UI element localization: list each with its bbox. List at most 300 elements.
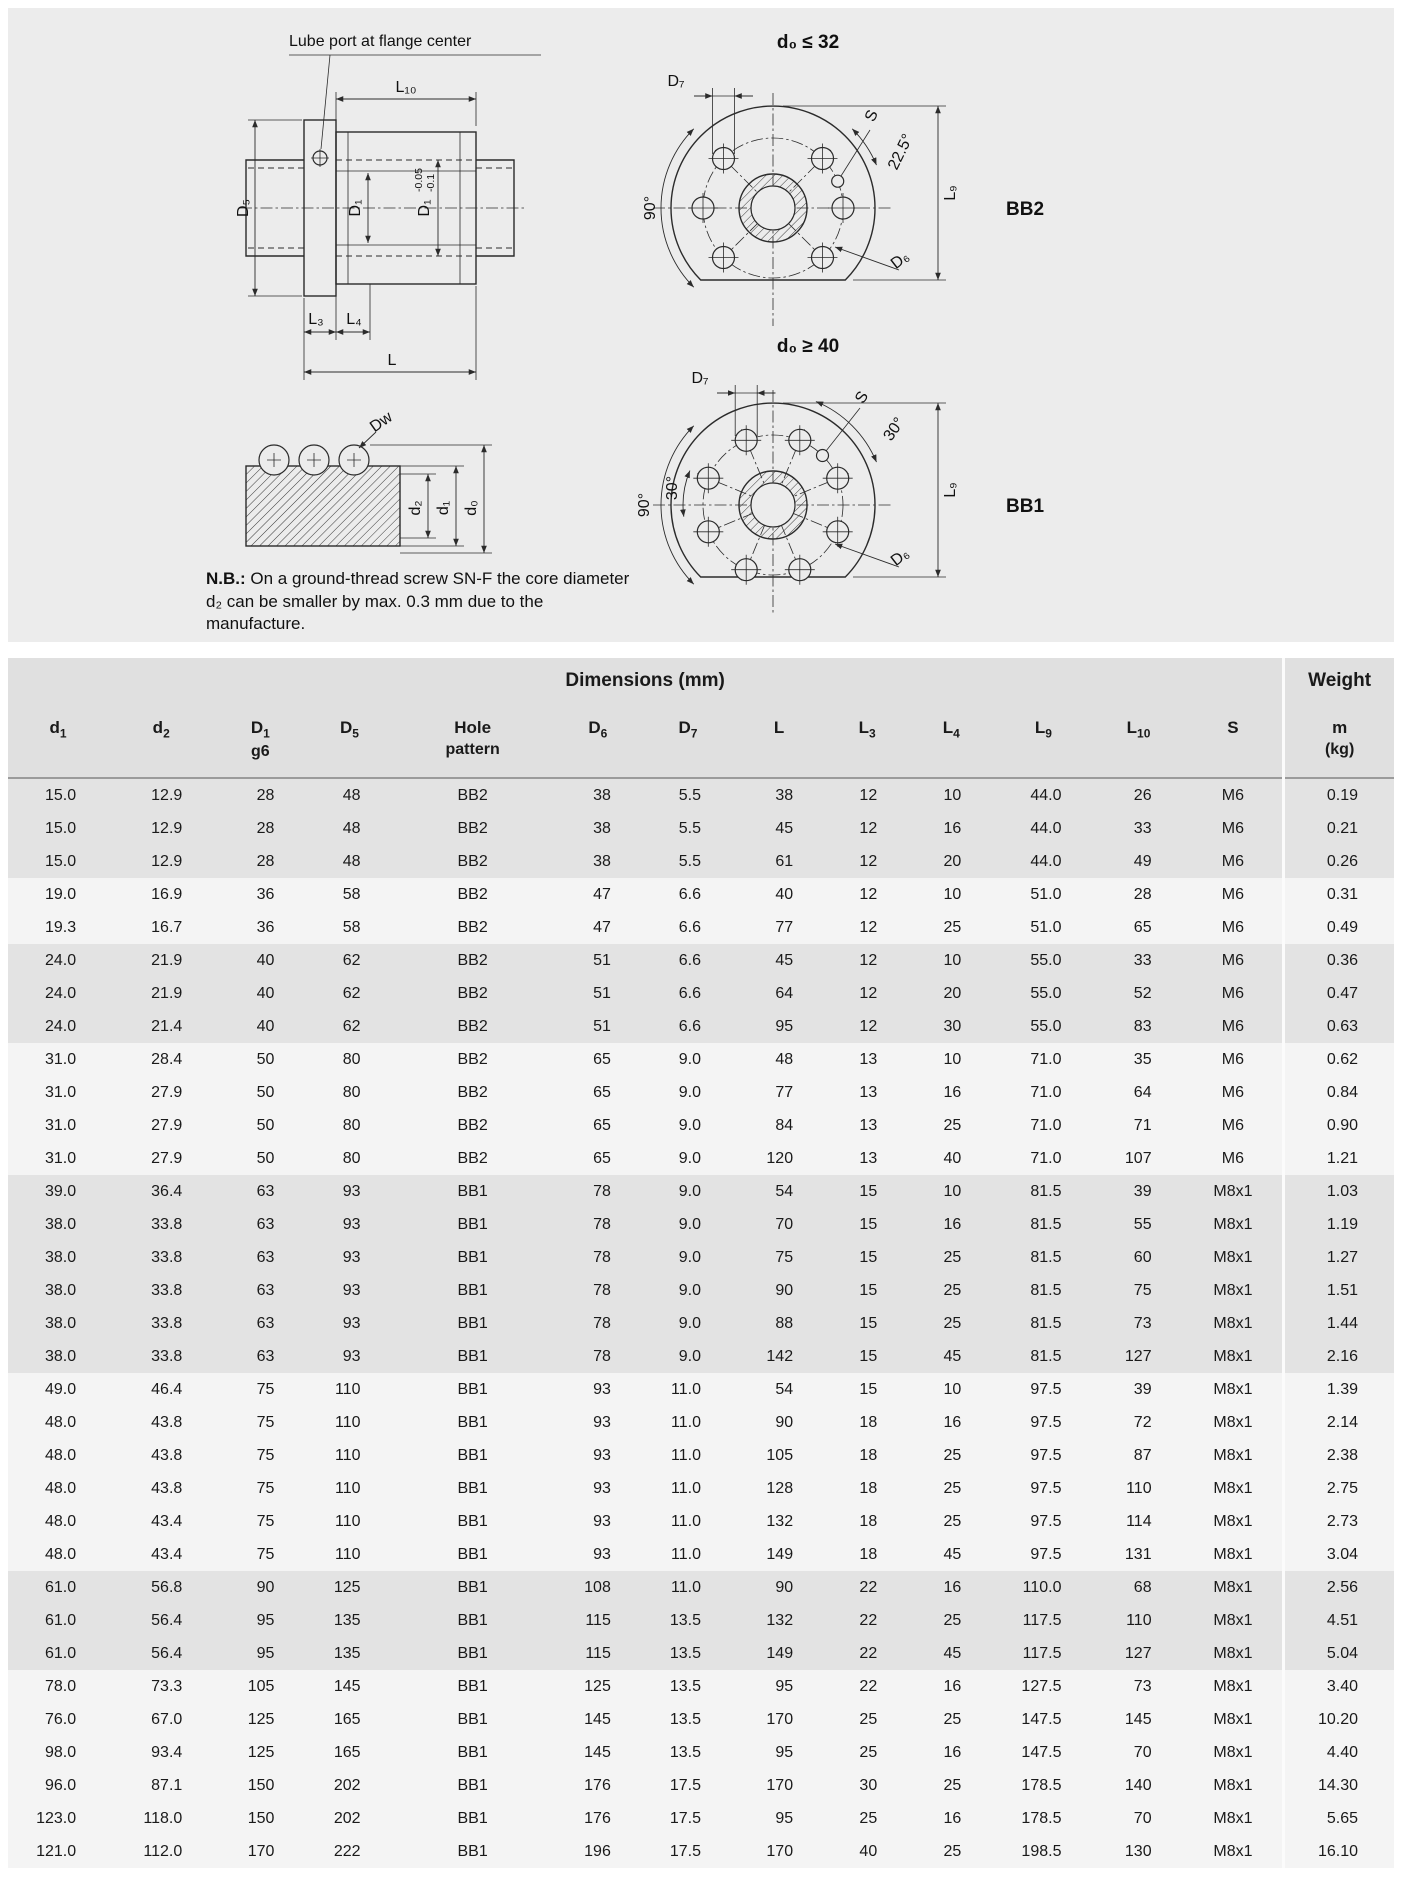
table-cell: BB2	[393, 845, 553, 878]
table-cell: 21.4	[108, 1010, 214, 1043]
table-cell: 147.5	[993, 1736, 1093, 1769]
table-cell: 16.9	[108, 878, 214, 911]
table-cell: BB1	[393, 1637, 553, 1670]
table-cell: 0.47	[1284, 977, 1394, 1010]
table-cell: 64	[733, 977, 825, 1010]
table-cell: 135	[306, 1604, 392, 1637]
table-row	[8, 1010, 1394, 1043]
nb-note	[206, 568, 636, 636]
table-row	[8, 1406, 1394, 1439]
table-cell: 110.0	[993, 1571, 1093, 1604]
table-cell: 50	[214, 1109, 306, 1142]
table-cell: 43.8	[108, 1472, 214, 1505]
table-group-header-row	[8, 658, 1394, 704]
table-cell: 31.0	[8, 1109, 108, 1142]
table-cell: 39	[1093, 1373, 1183, 1406]
table-row	[8, 1439, 1394, 1472]
label-d2-small: d₂	[407, 500, 424, 516]
bolt-hole	[731, 555, 761, 585]
table-cell: BB2	[393, 812, 553, 845]
table-cell: 130	[1093, 1835, 1183, 1868]
bolt-hole	[688, 193, 718, 223]
table-cell: 47	[553, 878, 643, 911]
table-cell: 108	[553, 1571, 643, 1604]
table-cell: 115	[553, 1637, 643, 1670]
table-cell: BB2	[393, 1109, 553, 1142]
table-cell: 63	[214, 1307, 306, 1340]
table-cell: 198.5	[993, 1835, 1093, 1868]
table-cell: 45	[733, 812, 825, 845]
table-cell: 4.51	[1284, 1604, 1394, 1637]
table-cell: 18	[825, 1439, 909, 1472]
table-cell: M8x1	[1184, 1307, 1284, 1340]
table-cell: 15	[825, 1307, 909, 1340]
table-cell: 18	[825, 1406, 909, 1439]
table-cell: 5.5	[643, 845, 733, 878]
table-cell: 25	[909, 1439, 993, 1472]
table-cell: BB1	[393, 1835, 553, 1868]
bolt-hole	[693, 517, 723, 547]
column-header: $D_6$	[553, 704, 643, 778]
table-row	[8, 1604, 1394, 1637]
table-cell: 170	[733, 1835, 825, 1868]
table-cell: 70	[733, 1208, 825, 1241]
table-cell: 95	[733, 1010, 825, 1043]
table-cell: 12	[825, 1010, 909, 1043]
table-cell: 127	[1093, 1637, 1183, 1670]
table-cell: 22	[825, 1670, 909, 1703]
table-cell: 4.40	[1284, 1736, 1394, 1769]
table-cell: 170	[214, 1835, 306, 1868]
table-row	[8, 1241, 1394, 1274]
table-row	[8, 1769, 1394, 1802]
table-cell: BB1	[393, 1538, 553, 1571]
table-cell: BB2	[393, 1142, 553, 1175]
table-cell: 28.4	[108, 1043, 214, 1076]
table-cell: 10	[909, 1175, 993, 1208]
bolt-hole	[828, 193, 858, 223]
table-cell: 21.9	[108, 944, 214, 977]
dw-leader	[359, 432, 376, 448]
table-cell: 149	[733, 1538, 825, 1571]
table-cell: 55.0	[993, 977, 1093, 1010]
table-cell: M6	[1184, 1142, 1284, 1175]
table-cell: 80	[306, 1109, 392, 1142]
table-cell: 97.5	[993, 1439, 1093, 1472]
lube-note-label: Lube port at flange center	[289, 33, 472, 50]
table-cell: 55.0	[993, 944, 1093, 977]
table-cell: 18	[825, 1472, 909, 1505]
column-header: Hole pattern	[393, 704, 553, 778]
column-header: L	[733, 704, 825, 778]
table-cell: BB1	[393, 1406, 553, 1439]
table-cell: 63	[214, 1241, 306, 1274]
table-cell: 27.9	[108, 1109, 214, 1142]
table-cell: 43.4	[108, 1538, 214, 1571]
bolt-hole	[693, 463, 723, 493]
table-cell: 1.21	[1284, 1142, 1394, 1175]
table-cell: 49.0	[8, 1373, 108, 1406]
table-cell: BB2	[393, 878, 553, 911]
table-cell: 78	[553, 1340, 643, 1373]
table-cell: 48.0	[8, 1538, 108, 1571]
table-cell: 45	[909, 1340, 993, 1373]
table-cell: 70	[1093, 1802, 1183, 1835]
table-cell: 16	[909, 1802, 993, 1835]
table-row	[8, 778, 1394, 812]
table-row	[8, 911, 1394, 944]
table-cell: 25	[909, 1109, 993, 1142]
bb1-pattern-label: BB1	[1006, 496, 1045, 517]
table-cell: 145	[306, 1670, 392, 1703]
label-s-bb2: S	[861, 107, 882, 125]
table-cell: M6	[1184, 977, 1284, 1010]
table-cell: 93	[306, 1274, 392, 1307]
table-cell: 10.20	[1284, 1703, 1394, 1736]
table-cell: BB2	[393, 944, 553, 977]
table-cell: M6	[1184, 1109, 1284, 1142]
table-cell: 14.30	[1284, 1769, 1394, 1802]
bb2-pattern-label: BB2	[1006, 199, 1045, 220]
table-cell: 87.1	[108, 1769, 214, 1802]
label-l10: L₁₀	[395, 79, 417, 96]
table-cell: 63	[214, 1340, 306, 1373]
table-cell: 31.0	[8, 1043, 108, 1076]
column-header: $L_9$	[993, 704, 1093, 778]
table-cell: 77	[733, 911, 825, 944]
table-cell: 33.8	[108, 1340, 214, 1373]
table-cell: 75	[733, 1241, 825, 1274]
table-cell: 0.84	[1284, 1076, 1394, 1109]
table-row	[8, 1307, 1394, 1340]
table-cell: 25	[909, 1472, 993, 1505]
technical-drawing-panel	[8, 8, 1394, 642]
label-l9-bb2: L₉	[942, 185, 959, 201]
table-cell: 140	[1093, 1769, 1183, 1802]
table-cell: BB1	[393, 1472, 553, 1505]
table-cell: 95	[214, 1637, 306, 1670]
table-cell: 78	[553, 1208, 643, 1241]
table-row	[8, 1076, 1394, 1109]
table-cell: 125	[214, 1703, 306, 1736]
table-cell: 127.5	[993, 1670, 1093, 1703]
table-cell: 81.5	[993, 1241, 1093, 1274]
table-row	[8, 845, 1394, 878]
table-cell: 17.5	[643, 1769, 733, 1802]
table-cell: 78	[553, 1274, 643, 1307]
flange-view-bb1	[636, 336, 1044, 613]
table-cell: 125	[553, 1670, 643, 1703]
table-cell: 25	[825, 1802, 909, 1835]
table-cell: 75	[1093, 1274, 1183, 1307]
table-cell: 9.0	[643, 1274, 733, 1307]
table-row	[8, 1571, 1394, 1604]
table-cell: 12	[825, 845, 909, 878]
column-header: $D_7$	[643, 704, 733, 778]
table-cell: 12	[825, 878, 909, 911]
lube-port	[311, 149, 329, 167]
table-cell: 132	[733, 1604, 825, 1637]
table-cell: 88	[733, 1307, 825, 1340]
label-d6-bb2: D₆	[887, 248, 913, 273]
table-cell: 0.31	[1284, 878, 1394, 911]
table-cell: 123.0	[8, 1802, 108, 1835]
table-cell: 96.0	[8, 1769, 108, 1802]
table-cell: 40	[214, 1010, 306, 1043]
table-cell: 38	[733, 778, 825, 812]
table-cell: 107	[1093, 1142, 1183, 1175]
table-cell: 5.5	[643, 812, 733, 845]
table-cell: 33.8	[108, 1307, 214, 1340]
table-cell: M6	[1184, 812, 1284, 845]
table-cell: 13.5	[643, 1670, 733, 1703]
table-cell: 33.8	[108, 1241, 214, 1274]
bolt-hole	[709, 243, 739, 273]
table-cell: 13.5	[643, 1736, 733, 1769]
table-cell: 67.0	[108, 1703, 214, 1736]
table-cell: 38.0	[8, 1241, 108, 1274]
table-cell: 31.0	[8, 1076, 108, 1109]
table-cell: 6.6	[643, 878, 733, 911]
table-cell: 48.0	[8, 1406, 108, 1439]
table-cell: 20	[909, 845, 993, 878]
table-row	[8, 812, 1394, 845]
table-cell: 93	[306, 1208, 392, 1241]
table-cell: 90	[733, 1406, 825, 1439]
table-cell: 2.73	[1284, 1505, 1394, 1538]
table-cell: 43.8	[108, 1406, 214, 1439]
table-cell: 132	[733, 1505, 825, 1538]
table-cell: 176	[553, 1802, 643, 1835]
table-cell: 13.5	[643, 1604, 733, 1637]
table-cell: 22	[825, 1571, 909, 1604]
label-d1-tol-lower: -0.1	[425, 173, 437, 192]
table-cell: 78	[553, 1241, 643, 1274]
table-cell: 48.0	[8, 1472, 108, 1505]
table-cell: 75	[214, 1439, 306, 1472]
bolt-hole	[823, 463, 853, 493]
table-cell: 50	[214, 1043, 306, 1076]
table-cell: 3.04	[1284, 1538, 1394, 1571]
table-cell: 93	[553, 1472, 643, 1505]
ball-circle	[339, 445, 369, 475]
label-d5: D₅	[235, 199, 252, 217]
table-cell: 93	[553, 1406, 643, 1439]
table-cell: 13.5	[643, 1703, 733, 1736]
table-cell: 2.75	[1284, 1472, 1394, 1505]
table-cell: 33.8	[108, 1208, 214, 1241]
table-cell: 73	[1093, 1307, 1183, 1340]
table-row	[8, 1340, 1394, 1373]
table-cell: 9.0	[643, 1241, 733, 1274]
table-cell: 83	[1093, 1010, 1183, 1043]
table-cell: 28	[214, 778, 306, 812]
table-cell: M8x1	[1184, 1703, 1284, 1736]
section-view	[235, 33, 541, 380]
label-30-deg-right: 30°	[880, 414, 909, 445]
table-cell: 48.0	[8, 1439, 108, 1472]
column-header: S	[1184, 704, 1284, 778]
table-cell: 70	[1093, 1736, 1183, 1769]
nb-prefix: N.B.:	[206, 569, 246, 588]
table-cell: 12.9	[108, 845, 214, 878]
table-cell: 90	[733, 1571, 825, 1604]
table-cell: 202	[306, 1802, 392, 1835]
table-cell: 13.5	[643, 1637, 733, 1670]
table-cell: 30	[825, 1769, 909, 1802]
table-cell: 12	[825, 778, 909, 812]
table-cell: 13	[825, 1043, 909, 1076]
table-cell: 13	[825, 1109, 909, 1142]
table-cell: BB1	[393, 1505, 553, 1538]
table-cell: 76.0	[8, 1703, 108, 1736]
label-90-deg-bb1: 90°	[636, 492, 653, 518]
table-cell: 45	[909, 1538, 993, 1571]
table-cell: 44.0	[993, 845, 1093, 878]
bb1-angle-30-left-arc	[683, 471, 690, 517]
label-l9-bb1: L₉	[942, 482, 959, 498]
table-cell: 65	[1093, 911, 1183, 944]
table-cell: BB1	[393, 1373, 553, 1406]
table-cell: 9.0	[643, 1109, 733, 1142]
table-cell: 65	[553, 1076, 643, 1109]
table-cell: 80	[306, 1076, 392, 1109]
table-column-header-row	[8, 704, 1394, 778]
table-cell: 117.5	[993, 1604, 1093, 1637]
table-cell: 31.0	[8, 1142, 108, 1175]
table-cell: 15.0	[8, 845, 108, 878]
table-cell: 125	[306, 1571, 392, 1604]
table-row	[8, 1274, 1394, 1307]
table-cell: 72	[1093, 1406, 1183, 1439]
table-cell: M8x1	[1184, 1175, 1284, 1208]
lube-note-leader	[289, 55, 541, 149]
table-cell: BB1	[393, 1670, 553, 1703]
table-body	[8, 778, 1394, 1868]
table-cell: 48	[306, 812, 392, 845]
column-header: $L_{10}$	[1093, 704, 1183, 778]
table-row	[8, 1043, 1394, 1076]
table-cell: 110	[306, 1406, 392, 1439]
table-cell: 6.6	[643, 1010, 733, 1043]
dimensions-table-section	[8, 658, 1394, 1868]
table-cell: M8x1	[1184, 1505, 1284, 1538]
table-cell: 15	[825, 1373, 909, 1406]
table-cell: 63	[214, 1208, 306, 1241]
table-cell: BB1	[393, 1241, 553, 1274]
table-cell: 150	[214, 1802, 306, 1835]
column-header: $d_1$	[8, 704, 108, 778]
table-cell: 15	[825, 1175, 909, 1208]
table-cell: 35	[1093, 1043, 1183, 1076]
table-cell: 25	[909, 1769, 993, 1802]
table-cell: 25	[909, 1241, 993, 1274]
label-d7-bb1: D₇	[691, 370, 709, 387]
table-cell: 97.5	[993, 1472, 1093, 1505]
label-d1-tolerance	[413, 168, 437, 217]
table-cell: 196	[553, 1835, 643, 1868]
table-cell: M8x1	[1184, 1373, 1284, 1406]
table-row	[8, 944, 1394, 977]
table-cell: 2.14	[1284, 1406, 1394, 1439]
table-cell: 10	[909, 1043, 993, 1076]
table-cell: 49	[1093, 845, 1183, 878]
table-cell: 48	[733, 1043, 825, 1076]
table-cell: 56.4	[108, 1604, 214, 1637]
table-cell: 84	[733, 1109, 825, 1142]
table-cell: 5.5	[643, 778, 733, 812]
label-l: L	[387, 352, 397, 369]
table-cell: 38	[553, 778, 643, 812]
table-cell: 80	[306, 1142, 392, 1175]
table-cell: 50	[214, 1142, 306, 1175]
bolt-hole	[731, 425, 761, 455]
table-cell: 115	[553, 1604, 643, 1637]
table-cell: BB1	[393, 1439, 553, 1472]
bb1-condition-title: d₀ ≥ 40	[776, 336, 840, 357]
table-cell: 97.5	[993, 1373, 1093, 1406]
table-cell: 75	[214, 1472, 306, 1505]
table-row	[8, 878, 1394, 911]
table-cell: 39.0	[8, 1175, 108, 1208]
table-cell: 16	[909, 1670, 993, 1703]
table-cell: 178.5	[993, 1769, 1093, 1802]
table-cell: 51.0	[993, 911, 1093, 944]
table-cell: 147.5	[993, 1703, 1093, 1736]
table-cell: 80	[306, 1043, 392, 1076]
nb-text: On a ground-thread screw SN-F the core diameter d₂ can be smaller by max. 0.3 mm due to the manufacture.	[206, 569, 630, 634]
table-cell: 36	[214, 911, 306, 944]
table-cell: BB1	[393, 1274, 553, 1307]
table-cell: 110	[306, 1472, 392, 1505]
table-cell: 1.51	[1284, 1274, 1394, 1307]
table-cell: 61	[733, 845, 825, 878]
table-row	[8, 1835, 1394, 1868]
table-cell: 15.0	[8, 812, 108, 845]
table-cell: 78.0	[8, 1670, 108, 1703]
label-l3: L₃	[308, 311, 324, 328]
table-cell: 45	[733, 944, 825, 977]
table-cell: M6	[1184, 944, 1284, 977]
table-cell: BB1	[393, 1604, 553, 1637]
table-cell: 75	[214, 1505, 306, 1538]
table-cell: 145	[553, 1703, 643, 1736]
table-cell: 6.6	[643, 911, 733, 944]
table-cell: M8x1	[1184, 1208, 1284, 1241]
table-cell: 22	[825, 1604, 909, 1637]
table-cell: 58	[306, 878, 392, 911]
table-row	[8, 1802, 1394, 1835]
table-cell: 40	[733, 878, 825, 911]
table-cell: 98.0	[8, 1736, 108, 1769]
table-cell: 110	[306, 1538, 392, 1571]
table-cell: M6	[1184, 878, 1284, 911]
table-cell: 87	[1093, 1439, 1183, 1472]
table-cell: 222	[306, 1835, 392, 1868]
table-cell: 39	[1093, 1175, 1183, 1208]
table-cell: 165	[306, 1703, 392, 1736]
table-cell: BB1	[393, 1769, 553, 1802]
table-cell: 24.0	[8, 1010, 108, 1043]
table-cell: 65	[553, 1142, 643, 1175]
table-row	[8, 1175, 1394, 1208]
table-cell: 27.9	[108, 1076, 214, 1109]
table-cell: 9.0	[643, 1340, 733, 1373]
table-cell: 12	[825, 944, 909, 977]
label-d1-small: d₁	[435, 500, 452, 516]
table-cell: 38.0	[8, 1274, 108, 1307]
table-cell: 36	[214, 878, 306, 911]
